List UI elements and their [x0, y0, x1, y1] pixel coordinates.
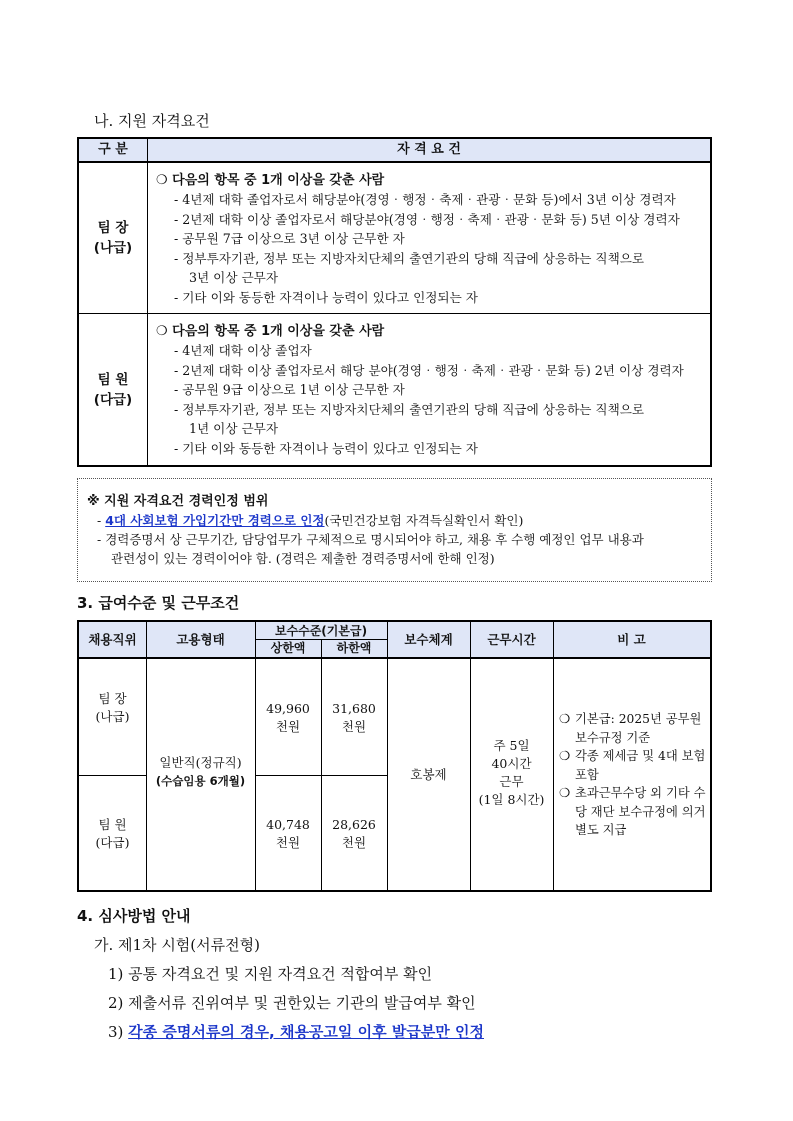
- header-hours: 근무시간: [470, 622, 553, 657]
- requirement-item: - 기타 이와 동등한 자격이나 능력이 있다고 인정되는 자: [174, 289, 478, 305]
- lower-value: 28,626: [332, 817, 376, 832]
- hours-line: 근무: [499, 774, 524, 789]
- lower-salary: [321, 814, 387, 854]
- requirement-item-continued: 1년 이상 근무자: [189, 421, 279, 437]
- requirement-item: - 정부투자기관, 정부 또는 지방자치단체의 출연기관의 당해 직급에 상응하는 직책으로: [174, 401, 645, 417]
- position-grade: (다급): [95, 835, 130, 850]
- note-line: [87, 511, 703, 530]
- screening-item: [108, 1021, 484, 1043]
- bullet-icon: ❍: [559, 786, 571, 800]
- header-requirements: 자 격 요 건: [397, 142, 461, 157]
- bullet-icon: ❍: [559, 749, 571, 763]
- remark-text: 각종 제세금 및 4대 보험 포함: [575, 749, 706, 782]
- category-grade: (나급): [93, 240, 133, 256]
- row-requirements: [148, 163, 710, 313]
- requirement-lead: ❍ 다음의 항목 중 1개 이상을 갖춘 사람: [156, 173, 385, 188]
- qualification-table: [77, 137, 712, 467]
- note-line-suffix: (국민건강보험 자격득실확인서 확인): [324, 513, 524, 528]
- section3-title: 3. 급여수준 및 근무조건: [77, 594, 240, 612]
- column-divider: [553, 622, 554, 890]
- position-team-member: [79, 814, 146, 854]
- header-category: 구 분: [79, 139, 148, 161]
- section4-subtitle: 가. 제1차 시험(서류전형): [94, 936, 260, 954]
- position-team-leader: [79, 688, 146, 728]
- position-grade: (나급): [95, 709, 130, 724]
- row-category: [79, 163, 148, 313]
- remark-item: [559, 747, 709, 784]
- career-recognition-note: [77, 478, 712, 582]
- pay-system: 호봉제: [410, 767, 447, 782]
- upper-salary: [255, 698, 321, 738]
- position-name: 팀 장: [98, 691, 127, 706]
- upper-value: 40,748: [266, 817, 310, 832]
- category-grade: (다급): [93, 391, 133, 408]
- remark-text: 초과근무수당 외 기타 수당 재단 보수규정에 의거 별도 지급: [575, 786, 706, 837]
- remark-item: [559, 710, 709, 747]
- table-row: [79, 163, 710, 313]
- note-line-continued: 관련성이 있는 경력이어야 함. (경력은 제출한 경력증명서에 한해 인정): [111, 551, 495, 566]
- requirement-item: - 공무원 7급 이상으로 3년 이상 근무한 자: [174, 231, 405, 247]
- table-row: [79, 313, 710, 465]
- upper-value: 49,960: [266, 701, 310, 716]
- upper-salary: [255, 814, 321, 854]
- salary-table: [77, 620, 712, 892]
- category-name: 팀 원: [97, 371, 129, 388]
- screening-item: 2) 제출서류 진위여부 및 권한있는 기관의 발급여부 확인: [108, 994, 476, 1012]
- note-dash: -: [97, 513, 106, 528]
- column-divider: [387, 622, 388, 890]
- header-divider: [79, 657, 710, 659]
- row-requirements: [148, 314, 710, 465]
- requirement-item-continued: 3년 이상 근무자: [189, 270, 279, 286]
- hours-line: 주 5일: [493, 738, 530, 753]
- header-remarks: 비 고: [553, 622, 710, 657]
- subsection-title: 나. 지원 자격요건: [94, 112, 210, 130]
- section4-title: 4. 심사방법 안내: [77, 907, 191, 925]
- screening-item: 1) 공통 자격요건 및 지원 자격요건 적합여부 확인: [108, 965, 433, 983]
- requirement-item: - 공무원 9급 이상으로 1년 이상 근무한 자: [174, 382, 405, 398]
- row-divider: [79, 775, 146, 776]
- hours-line: 40시간: [491, 756, 532, 771]
- probation-text: (수습임용 6개월): [155, 774, 246, 788]
- header-upper: 상한액: [255, 639, 321, 657]
- requirement-item: - 4년제 대학 졸업자로서 해당분야(경영‧행정‧축제‧관광‧문화 등)에서 3년 이상 경력자: [174, 192, 676, 207]
- hours-line: (1일 8시간): [478, 792, 545, 807]
- header-position: 채용직위: [79, 622, 146, 657]
- requirement-item: - 2년제 대학 이상 졸업자로서 해당분야(경영‧행정‧축제‧관광‧문화 등) 5년 이상 경력자: [174, 211, 680, 227]
- requirement-lead: ❍ 다음의 항목 중 1개 이상을 갖춘 사람: [156, 324, 385, 339]
- note-line: - 경력증명서 상 근무기간, 담당업무가 구체적으로 명시되어야 하고, 채용 후 수행 예정인 업무 내용과: [97, 532, 644, 547]
- item-number: 3): [108, 1023, 129, 1041]
- table-header: [79, 139, 710, 163]
- lower-salary: [321, 698, 387, 738]
- note-heading: ※ 지원 자격요건 경력인정 범위: [87, 494, 269, 509]
- requirement-item: - 4년제 대학 이상 졸업자: [174, 343, 312, 358]
- row-divider: [255, 775, 387, 776]
- header-lower: 하한액: [321, 639, 387, 657]
- lower-unit: 천원: [341, 719, 367, 734]
- upper-unit: 천원: [275, 835, 301, 850]
- certificate-rule-link[interactable]: 각종 증명서류의 경우, 채용공고일 이후 발급분만 인정: [128, 1023, 484, 1041]
- header-employment: 고용형태: [146, 622, 255, 657]
- employment-type: [146, 752, 255, 792]
- remark-text: 기본급: 2025년 공무원 보수규정 기준: [575, 712, 702, 745]
- row-category: [79, 314, 148, 465]
- remark-item: [559, 784, 709, 840]
- requirement-item: - 정부투자기관, 정부 또는 지방자치단체의 출연기관의 당해 직급에 상응하는 직책으로: [174, 250, 645, 266]
- position-name: 팀 원: [98, 817, 127, 832]
- insurance-period-link[interactable]: 4대 사회보험 가입기간만 경력으로 인정: [105, 513, 325, 528]
- category-name: 팀 장: [97, 220, 129, 236]
- lower-value: 31,680: [332, 701, 376, 716]
- header-salary: 보수수준(기본급): [255, 622, 387, 639]
- requirement-item: - 기타 이와 동등한 자격이나 능력이 있다고 인정되는 자: [174, 440, 478, 456]
- header-pay-system: 보수체계: [387, 622, 470, 657]
- requirement-item: - 2년제 대학 이상 졸업자로서 해당 분야(경영‧행정‧축제‧관광‧문화 등) 2년 이상 경력자: [174, 362, 684, 378]
- remarks-list: [559, 710, 709, 840]
- working-hours: [470, 735, 553, 811]
- employment-type-text: 일반직(정규직): [159, 755, 242, 770]
- bullet-icon: ❍: [559, 712, 571, 726]
- upper-unit: 천원: [275, 719, 301, 734]
- lower-unit: 천원: [341, 835, 367, 850]
